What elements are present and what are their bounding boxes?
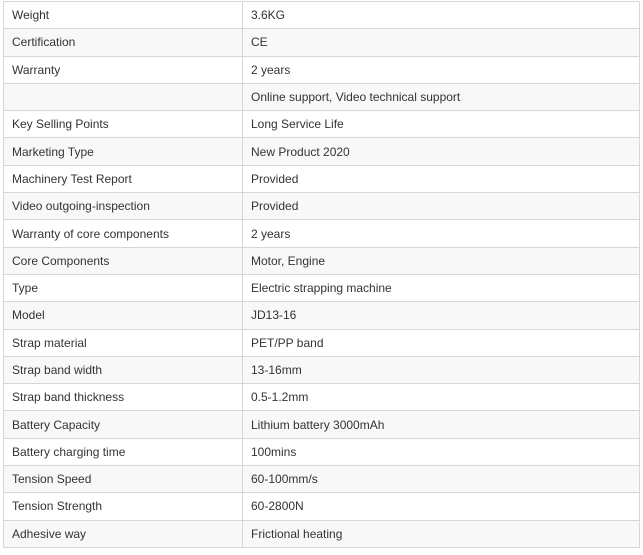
spec-value: 60-2800N	[243, 493, 640, 520]
spec-key: Type	[4, 274, 243, 301]
spec-value: 13-16mm	[243, 356, 640, 383]
spec-value: Provided	[243, 193, 640, 220]
spec-value: Frictional heating	[243, 520, 640, 547]
spec-key	[4, 83, 243, 110]
spec-key: Battery charging time	[4, 438, 243, 465]
table-row	[4, 2, 640, 29]
spec-key: Video outgoing-inspection	[4, 193, 243, 220]
spec-value: 3.6KG	[243, 2, 640, 29]
spec-key: Core Components	[4, 247, 243, 274]
spec-value: 2 years	[243, 56, 640, 83]
table-row	[4, 329, 640, 356]
spec-key: Model	[4, 302, 243, 329]
spec-value: Long Service Life	[243, 111, 640, 138]
table-row	[4, 302, 640, 329]
table-row	[4, 274, 640, 301]
spec-key: Machinery Test Report	[4, 165, 243, 192]
spec-key: Warranty of core components	[4, 220, 243, 247]
spec-value: Motor, Engine	[243, 247, 640, 274]
spec-value: 100mins	[243, 438, 640, 465]
spec-value: 0.5-1.2mm	[243, 384, 640, 411]
table-row	[4, 520, 640, 547]
spec-key: Strap material	[4, 329, 243, 356]
spec-value: JD13-16	[243, 302, 640, 329]
table-row	[4, 384, 640, 411]
table-row	[4, 493, 640, 520]
table-row	[4, 193, 640, 220]
table-row	[4, 29, 640, 56]
table-row	[4, 247, 640, 274]
spec-value: 2 years	[243, 220, 640, 247]
table-row	[4, 138, 640, 165]
spec-value: Online support, Video technical support	[243, 83, 640, 110]
spec-key: Key Selling Points	[4, 111, 243, 138]
table-row	[4, 220, 640, 247]
table-row	[4, 165, 640, 192]
spec-value: New Product 2020	[243, 138, 640, 165]
spec-value: PET/PP band	[243, 329, 640, 356]
spec-table	[3, 1, 640, 548]
spec-key: Tension Strength	[4, 493, 243, 520]
table-row	[4, 56, 640, 83]
spec-key: Tension Speed	[4, 466, 243, 493]
spec-key: Warranty	[4, 56, 243, 83]
spec-value: Lithium battery 3000mAh	[243, 411, 640, 438]
spec-key: Strap band thickness	[4, 384, 243, 411]
spec-value: CE	[243, 29, 640, 56]
table-row	[4, 411, 640, 438]
spec-key: Battery Capacity	[4, 411, 243, 438]
spec-key: Adhesive way	[4, 520, 243, 547]
table-row	[4, 83, 640, 110]
table-row	[4, 466, 640, 493]
spec-value: 60-100mm/s	[243, 466, 640, 493]
spec-key: Weight	[4, 2, 243, 29]
spec-value: Provided	[243, 165, 640, 192]
table-row	[4, 356, 640, 383]
table-row	[4, 438, 640, 465]
spec-key: Certification	[4, 29, 243, 56]
spec-key: Marketing Type	[4, 138, 243, 165]
spec-key: Strap band width	[4, 356, 243, 383]
table-row	[4, 111, 640, 138]
spec-table-body	[4, 2, 640, 548]
spec-value: Electric strapping machine	[243, 274, 640, 301]
